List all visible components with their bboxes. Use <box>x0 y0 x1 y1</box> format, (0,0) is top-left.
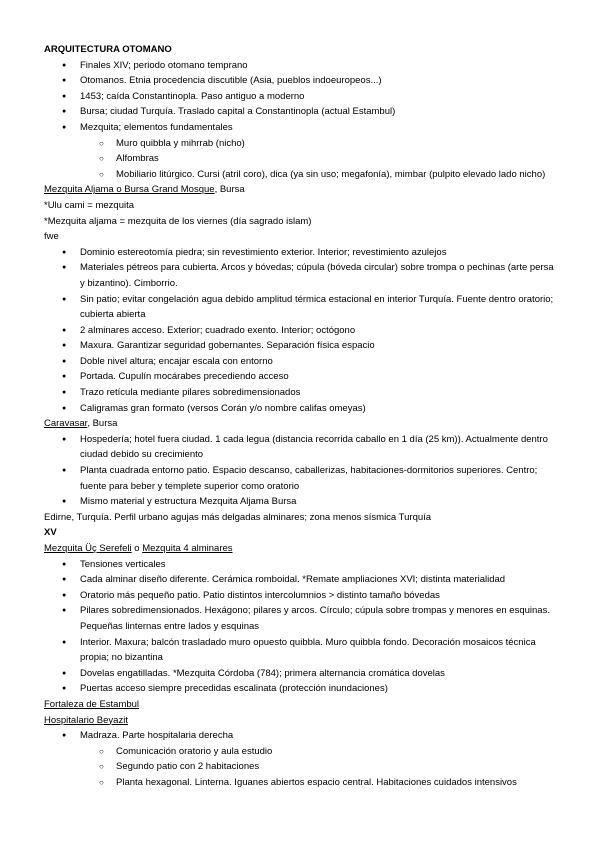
list-item: ● Oratorio más pequeño patio. Patio distintos intercolumnios > distinto tamaño bóvedas <box>44 588 560 604</box>
four-minarets-link[interactable]: Mezquita 4 alminares <box>142 543 233 554</box>
sub-list-item: ○ Segundo patio con 2 habitaciones <box>44 759 560 775</box>
section-heading-hospitalario <box>44 713 560 729</box>
madraza-sublist <box>44 744 560 791</box>
section-heading-bursa: Mezquita Aljama o Bursa Grand Mosque, Bursa <box>44 184 245 196</box>
list-item: ● Portada. Cupulín mocárabes precediendo acceso <box>44 369 560 385</box>
list-item: ● Planta cuadrada entorno patio. Espacio descanso, caballerizas, habitaciones-dormitorios superiores. Centro; fuente para beber y templete superior como oratorio <box>44 463 560 494</box>
bursa-list <box>44 245 560 417</box>
sub-list-item: ○ Alfombras <box>44 151 560 167</box>
list-item: ● Puertas acceso siempre precedidas escalinata (protección inundaciones) <box>44 681 560 697</box>
century-heading: XV <box>44 527 57 539</box>
fortaleza-link[interactable]: Fortaleza de Estambul <box>44 698 140 710</box>
sub-list-item: ○ Planta hexagonal. Linterna. Iguanes abiertos espacio central. Habitaciones cuidados intensivos <box>44 775 560 791</box>
document-title: ARQUITECTURA OTOMANO <box>44 44 172 55</box>
list-item: ● Tensiones verticales <box>44 557 560 573</box>
intro-list <box>44 58 560 136</box>
sub-list-item: ○ Mobiliario litúrgico. Cursi (atril coro), dica (ya sin uso; megafonía), mimbar (pulpito elevado lado nicho) <box>44 167 560 183</box>
hospitalario-list <box>44 728 560 744</box>
list-item: ● Trazo retícula mediante pilares sobredimensionados <box>44 385 560 401</box>
edirne-line: Edirne, Turquía. Perfil urbano agujas más delgadas alminares; zona menos sísmica Turquía <box>44 511 432 523</box>
list-item: ● Bursa; ciudad Turquía. Traslado capital a Constantinopla (actual Estambul) <box>44 104 560 120</box>
sub-list-item: ○ Muro quibbla y mihrrab (nicho) <box>44 136 560 152</box>
serefeli-mosque-link[interactable]: Mezquita Üç Serefeli <box>44 543 132 554</box>
sub-list-item: ○ Comunicación oratorio y aula estudio <box>44 744 560 760</box>
list-item: ● Hospedería; hotel fuera ciudad. 1 cada legua (distancia recorrida caballo en 1 día (25 km)). Actualmente dentro ciudad debido su crecimiento <box>44 432 560 463</box>
list-item: ● Maxura. Garantizar seguridad gobernantes. Separación física espacio <box>44 338 560 354</box>
section-heading-serefeli: Mezquita Üç Serefeli o Mezquita 4 alminares <box>44 543 233 554</box>
list-item: ● Doble nivel altura; encajar escala con entorno <box>44 354 560 370</box>
list-item: ● 1453; caída Constantinopla. Paso antiguo a moderno <box>44 89 560 105</box>
list-item: ● Mezquita; elementos fundamentales <box>44 120 560 136</box>
hospitalario-link[interactable]: Hospitalario Beyazit <box>44 714 128 726</box>
bursa-mosque-link[interactable]: Mezquita Aljama o Bursa Grand Mosque <box>44 184 215 196</box>
list-item: ● Mismo material y estructura Mezquita Aljama Bursa <box>44 494 560 510</box>
serefeli-list <box>44 557 560 697</box>
list-item: ● Materiales pétreos para cubierta. Arcos y bóvedas; cúpula (bóveda circular) sobre trompa o pechinas (arte persa y bizantino). Cimborrio. <box>44 260 560 291</box>
caravasar-link[interactable]: Caravasar <box>44 418 88 430</box>
caravasar-list <box>44 432 560 510</box>
note-line: *Ulu cami = mezquita <box>44 199 135 211</box>
note-line: fwe <box>44 231 59 243</box>
section-heading-caravasar: Caravasar, Bursa <box>44 418 118 430</box>
list-item: ● Pilares sobredimensionados. Hexágono; pilares y arcos. Círculo; cúpula sobre trompas y menores en esquinas. Pequeñas linternas entre lados y esquinas <box>44 603 560 634</box>
list-item: ● Otomanos. Etnia procedencia discutible (Asia, pueblos indoeuropeos...) <box>44 73 560 89</box>
note-line: *Mezquita aljama = mezquita de los viernes (día sagrado islam) <box>44 215 312 227</box>
mezquita-sublist <box>44 136 560 183</box>
list-item: ● Cada alminar diseño diferente. Cerámica romboidal. *Remate ampliaciones XVI; distinta materialidad <box>44 572 560 588</box>
list-item: ● Interior. Maxura; balcón trasladado muro opuesto quibbla. Muro quibbla fondo. Decoración mosaicos técnica propia; no bizantina <box>44 635 560 666</box>
list-item: ● Madraza. Parte hospitalaria derecha <box>44 728 560 744</box>
list-item: ● Dominio estereotomía piedra; sin revestimiento exterior. Interior; revestimiento azulejos <box>44 245 560 261</box>
list-item: ● 2 alminares acceso. Exterior; cuadrado exento. Interior; octógono <box>44 323 560 339</box>
section-heading-fortaleza <box>44 697 560 713</box>
list-item: ● Caligramas gran formato (versos Corán y/o nombre califas omeyas) <box>44 401 560 417</box>
list-item: ● Dovelas engatilladas. *Mezquita Córdoba (784); primera alternancia cromática dovelas <box>44 666 560 682</box>
list-item: ● Sin patio; evitar congelación agua debido amplitud térmica estacional en interior Turquía. Fuente dentro oratorio; cubierta abierta <box>44 292 560 323</box>
list-item: ● Finales XIV; periodo otomano temprano <box>44 58 560 74</box>
